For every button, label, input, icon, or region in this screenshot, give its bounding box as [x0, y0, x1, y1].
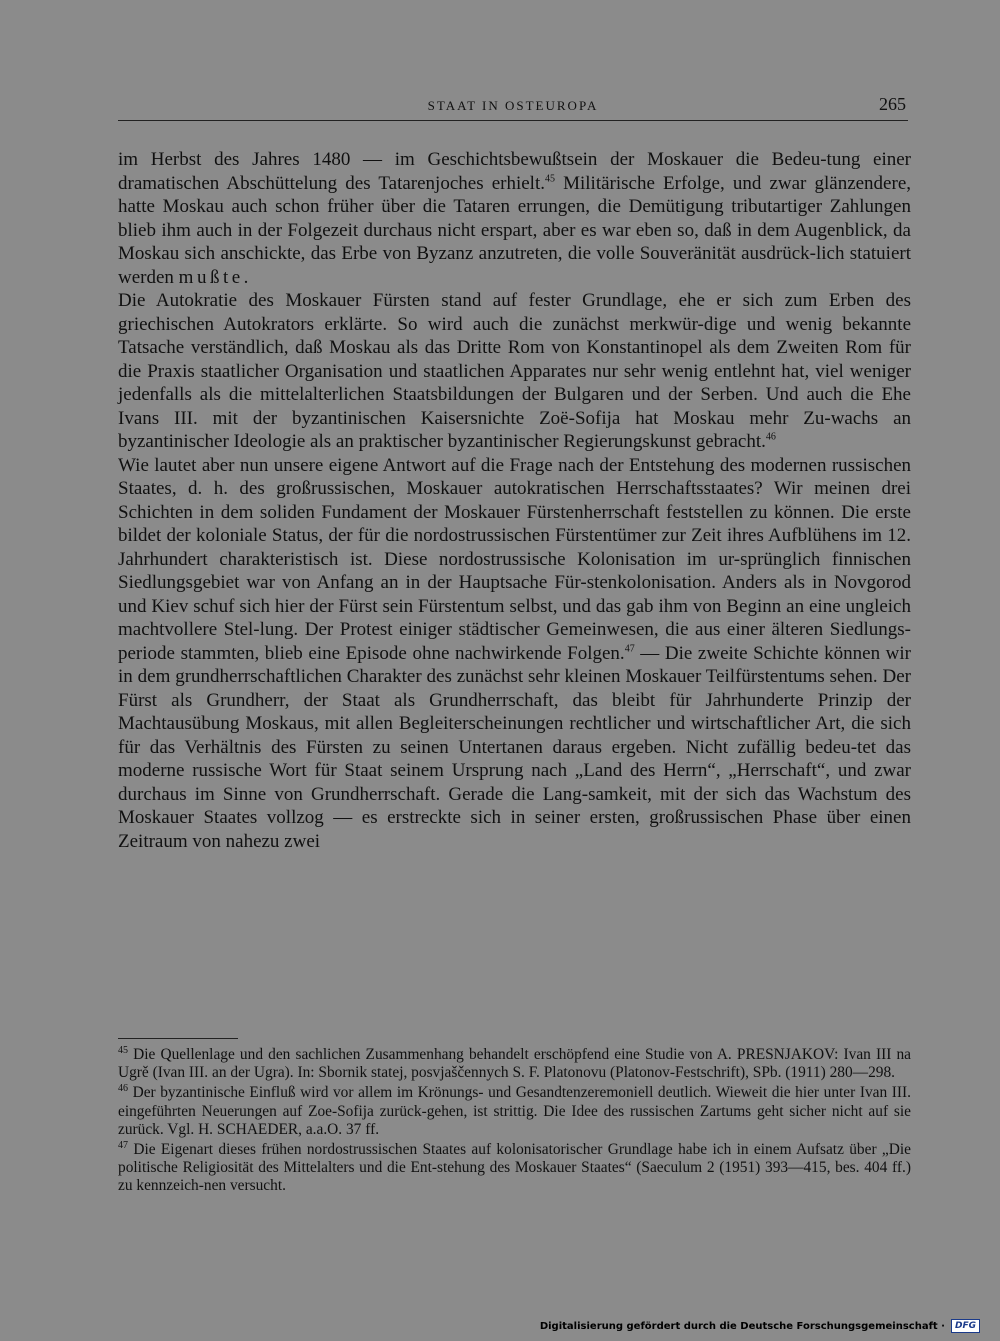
footnote-ref-45: 45 [544, 173, 555, 185]
paragraph-1-text-a: im Herbst des Jahres 1480 — im Geschichtsbewußtsein der Moskauer die Bedeu-tung einer dramatischen Abschüttelung des Tatarenjoches erhielt. [118, 149, 911, 194]
main-text [118, 148, 911, 853]
footnote-46 [118, 1084, 911, 1139]
digitization-note: Digitalisierung gefördert durch die Deutsche Forschungsgemeinschaft · [539, 1320, 945, 1332]
footnote-number: 47 [118, 1139, 128, 1151]
footnote-number: 45 [118, 1044, 128, 1056]
dfg-logo-icon: DFG [951, 1319, 980, 1333]
paragraph-2-text: Die Autokratie des Moskauer Fürsten stand auf fester Grundlage, ehe er sich zum Erben des griechischen Autokrators erklärte. So wird auch die zunächst merkwür-dige und wenig bekannte Tatsache verständlich, daß Moskau als das Dritte Rom von Konstantinopel als dem Zweiten Rom für die Praxis staatlicher Organisation und staatlichen Apparates nur sehr wenig entlehnt hat, viel weniger jedenfalls als die mittelalterlichen Staatsbildungen der Bulgaren und der Serben. Und auch die Ehe Ivans III. mit der byzantinischen Kaisersnichte Zoë-Sofija hat Moskau mehr Zu-wachs an byzantinischer Ideologie als an praktischer byzantinischer Regierungskunst gebracht. [118, 290, 911, 452]
page-number: 265 [879, 94, 906, 114]
footnotes [118, 1046, 911, 1198]
footnote-text: Der byzantinische Einfluß wird vor allem im Krönungs- und Gesandtenzeremoniell deutlich. Wieweit die hier unter Ivan III. eingeführten Neuerungen auf Zoe-Sofija zurück-gehen, ist strittig. Die Idee des russischen Zartums geht sicher nicht auf sie zurück. Vgl. H. SCHAEDER, a.a.O. 37 ff. [118, 1084, 911, 1138]
paragraph-1-text-b: Militärische Erfolge, und zwar glänzendere, hatte Moskau auch schon früher über die Tataren errungen, die Demütigung tributartiger Zahlungen blieb ihm auch in der Folgezeit durchaus nicht erspart, aber es war eben so, daß in dem Augenblick, da Moskau sich anschickte, das Erbe von Byzanz anzutreten, die volle Souveränität ausdrück-lich statuiert werden [118, 172, 911, 288]
footnote-ref-47: 47 [624, 643, 635, 655]
footnote-number: 46 [118, 1083, 128, 1095]
paragraph-3-text-b: — Die zweite Schichte können wir in dem grundherrschaftlichen Charakter des zunächst sehr kleinen Moskauer Teilfürstentums sehen. Der Fürst als Grundherr, der Staat als Grundherrschaft, das bleibt für Jahrhunderte Prinzip der Machtausübung Moskaus, mit allen Begleiterscheinungen rechtlicher und wirtschaftlicher Art, die sich für das Verhältnis des Fürsten zu seinen Untertanen daraus ergeben. Nicht zufällig bedeu-tet das moderne russische Wort für Staat seinem Ursprung nach „Land des Herrn“, „Herrschaft“, und zwar durchaus im Sinne von Grundherrschaft. Gerade die Lang-samkeit, mit der sich das Wachstum des Moskauer Staates vollzog — es erstreckte sich in seiner ersten, großrussischen Phase über einen Zeitraum von nahezu zwei [118, 642, 911, 852]
footnote-text: Die Eigenart dieses frühen nordostrussischen Staates auf kolonisatorischer Grundlage habe ich in einem Aufsatz über „Die politische Religiosität des Mittelalters und die Ent-stehung des Moskauer Staates“ (Saeculum 2 (1951) 393—415, bes. 404 ff.) zu kennzeich-nen versucht. [118, 1141, 911, 1195]
running-title: STAAT IN OSTEUROPA [427, 98, 599, 113]
emphasized-word: mußte [178, 266, 244, 288]
footnote-45 [118, 1046, 911, 1082]
paragraph-1 [118, 148, 911, 289]
running-header [118, 94, 908, 121]
paragraph-2 [118, 289, 911, 454]
digitization-footer [540, 1319, 980, 1333]
footnote-ref-46: 46 [765, 431, 776, 443]
footnote-47 [118, 1141, 911, 1196]
footnote-divider [118, 1038, 238, 1039]
footnote-text: Die Quellenlage und den sachlichen Zusammenhang behandelt erschöpfend eine Studie von A. PRESNJAKOV: Ivan III na Ugrě (Ivan III. an der Ugra). In: Sbornik statej, posvjaščennych S. F. Platonovu (Platonov-Festschrift), SPb. (1911) 280—298. [118, 1046, 911, 1082]
paragraph-3 [118, 454, 911, 854]
paragraph-3-text-a: Wie lautet aber nun unsere eigene Antwort auf die Frage nach der Entstehung des modernen russischen Staates, d. h. des großrussischen, Moskauer autokratischen Herrschaftsstaates? Wir meinen drei Schichten in dem soliden Fundament der Moskauer Fürstenherrschaft feststellen zu können. Die erste bildet der koloniale Status, der für die nordostrussischen Fürstentümer zur Zeit ihres Aufblühens im 12. Jahrhundert charakteristisch ist. Diese nordostrussische Kolonisation im ur-sprünglich finnischen Siedlungsgebiet war von Anfang an in der Hauptsache Für-stenkolonisation. Anders als in Novgorod und Kiev schuf sich hier der Fürst sein Fürstentum selbst, und das gab ihm von Beginn an eine ungleich machtvollere Stel-lung. Der Protest einiger städtischer Gemeinwesen, die aus einer älteren Siedlungs-periode stammten, blieb eine Episode ohne nachwirkende Folgen. [118, 454, 911, 664]
paragraph-1-text-c: . [243, 266, 249, 288]
